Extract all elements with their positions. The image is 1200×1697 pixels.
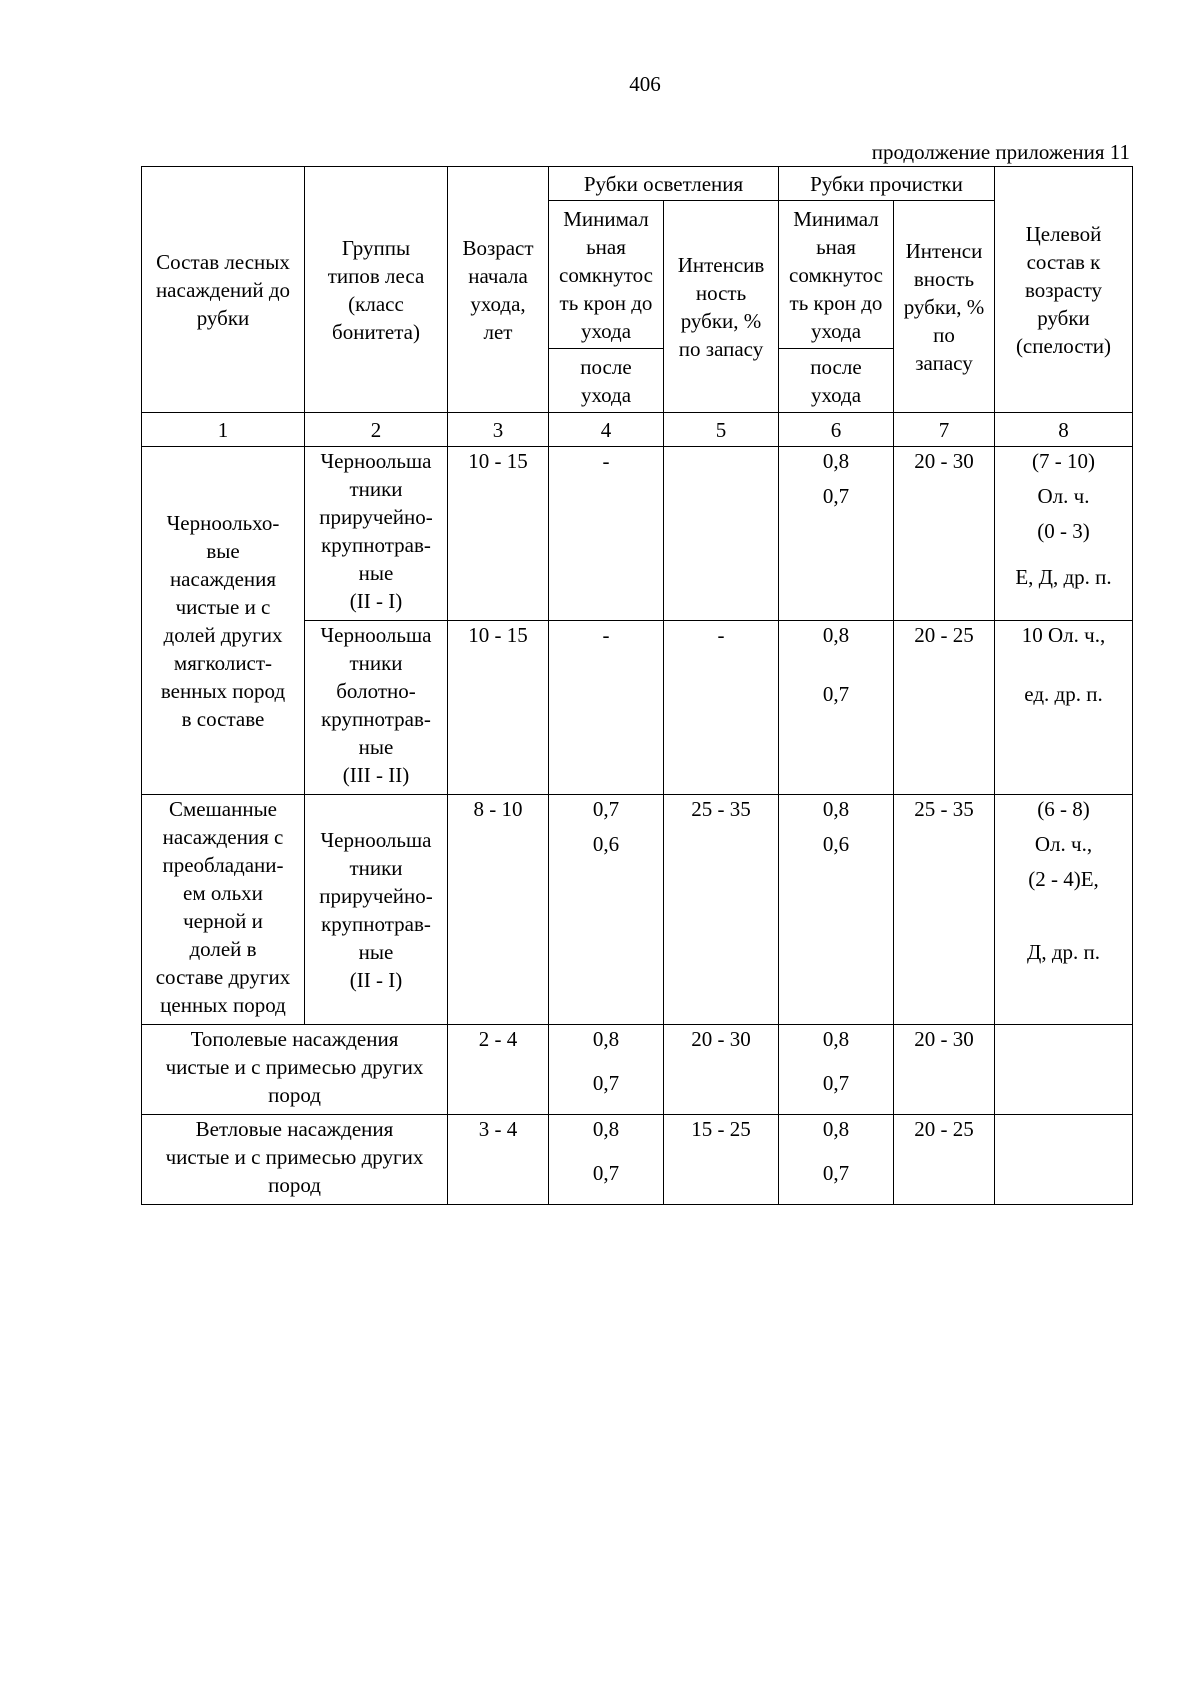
cell-composition-poplar: Тополевые насаждения чистые и с примесью других пород: [142, 1025, 448, 1115]
cell-intensity-osv: 20 - 30: [664, 1025, 779, 1115]
header-after-care-osv: после ухода: [549, 349, 664, 413]
cell-composition-willow: Ветловые насаждения чистые и с примесью других пород: [142, 1115, 448, 1205]
cell-min-density-osv: 0,7 0,6: [549, 795, 664, 1025]
table-row: [142, 1115, 1133, 1205]
header-forest-type-groups: Группы типов леса (класс бонитета): [305, 167, 448, 413]
column-number: 4: [549, 413, 664, 447]
cell-start-age: 8 - 10: [448, 795, 549, 1025]
cell-forest-type: Черноольша тники приручейно- крупнотрав- ные (II - I): [305, 795, 448, 1025]
cell-intensity-osv: 15 - 25: [664, 1115, 779, 1205]
cell-start-age: 3 - 4: [448, 1115, 549, 1205]
header-min-density-before-pro: Минимал ьная сомкнутос ть крон до ухода: [779, 201, 894, 349]
cell-intensity-pro: 20 - 30: [894, 447, 995, 621]
header-intensity-osv: Интенсив ность рубки, % по запасу: [664, 201, 779, 413]
cell-min-density-osv: 0,8 0,7: [549, 1025, 664, 1115]
cell-start-age: 10 - 15: [448, 447, 549, 621]
header-after-care-pro: после ухода: [779, 349, 894, 413]
cell-min-density-osv: -: [549, 621, 664, 795]
cell-intensity-osv: 25 - 35: [664, 795, 779, 1025]
cell-intensity-pro: 20 - 25: [894, 1115, 995, 1205]
cell-min-density-pro: 0,8 0,7: [779, 621, 894, 795]
header-group-osvetlenie: Рубки осветления: [549, 167, 779, 201]
header-composition: Состав лесных насаждений до рубки: [142, 167, 305, 413]
table-row: [142, 795, 1133, 1025]
cell-intensity-pro: 20 - 25: [894, 621, 995, 795]
appendix-caption: продолжение приложения 11: [871, 140, 1130, 164]
cell-intensity-pro: 20 - 30: [894, 1025, 995, 1115]
header-row: [142, 167, 1133, 201]
page-number: 406: [629, 72, 661, 96]
cell-min-density-pro: 0,8 0,7: [779, 1115, 894, 1205]
cell-target-composition: [995, 1115, 1133, 1205]
column-number: 1: [142, 413, 305, 447]
thinning-table: [141, 166, 1133, 1205]
column-number: 8: [995, 413, 1133, 447]
header-target-composition: Целевой состав к возрасту рубки (спелости): [995, 167, 1133, 413]
header-intensity-pro: Интенси вность рубки, % по запасу: [894, 201, 995, 413]
cell-forest-type: Черноольша тники приручейно- крупнотрав- ные (II - I): [305, 447, 448, 621]
cell-forest-type: Черноольша тники болотно- крупнотрав- ные (III - II): [305, 621, 448, 795]
header-min-density-before-osv: Минимал ьная сомкнутос ть крон до ухода: [549, 201, 664, 349]
cell-composition-black-alder: Черноольхо- вые насаждения чистые и с долей других мягколист- венных пород в составе: [142, 447, 305, 795]
cell-target-composition: (6 - 8) Ол. ч., (2 - 4)Е, Д, др. п.: [995, 795, 1133, 1025]
cell-min-density-osv: -: [549, 447, 664, 621]
header-start-age: Возраст начала ухода, лет: [448, 167, 549, 413]
cell-start-age: 10 - 15: [448, 621, 549, 795]
cell-target-composition: (7 - 10) Ол. ч. (0 - 3) Е, Д, др. п.: [995, 447, 1133, 621]
column-number-row: [142, 413, 1133, 447]
cell-intensity-pro: 25 - 35: [894, 795, 995, 1025]
cell-composition-mixed: Смешанные насаждения с преобладани- ем ольхи черной и долей в составе других ценных пород: [142, 795, 305, 1025]
cell-target-composition: [995, 1025, 1133, 1115]
header-group-prochistka: Рубки прочистки: [779, 167, 995, 201]
cell-min-density-pro: 0,8 0,7: [779, 447, 894, 621]
cell-start-age: 2 - 4: [448, 1025, 549, 1115]
column-number: 7: [894, 413, 995, 447]
table-row: [142, 1025, 1133, 1115]
cell-intensity-osv: [664, 447, 779, 621]
cell-target-composition: 10 Ол. ч., ед. др. п.: [995, 621, 1133, 795]
cell-min-density-pro: 0,8 0,7: [779, 1025, 894, 1115]
column-number: 3: [448, 413, 549, 447]
cell-min-density-pro: 0,8 0,6: [779, 795, 894, 1025]
table-row: [142, 447, 1133, 621]
column-number: 5: [664, 413, 779, 447]
column-number: 6: [779, 413, 894, 447]
cell-min-density-osv: 0,8 0,7: [549, 1115, 664, 1205]
column-number: 2: [305, 413, 448, 447]
cell-intensity-osv: -: [664, 621, 779, 795]
